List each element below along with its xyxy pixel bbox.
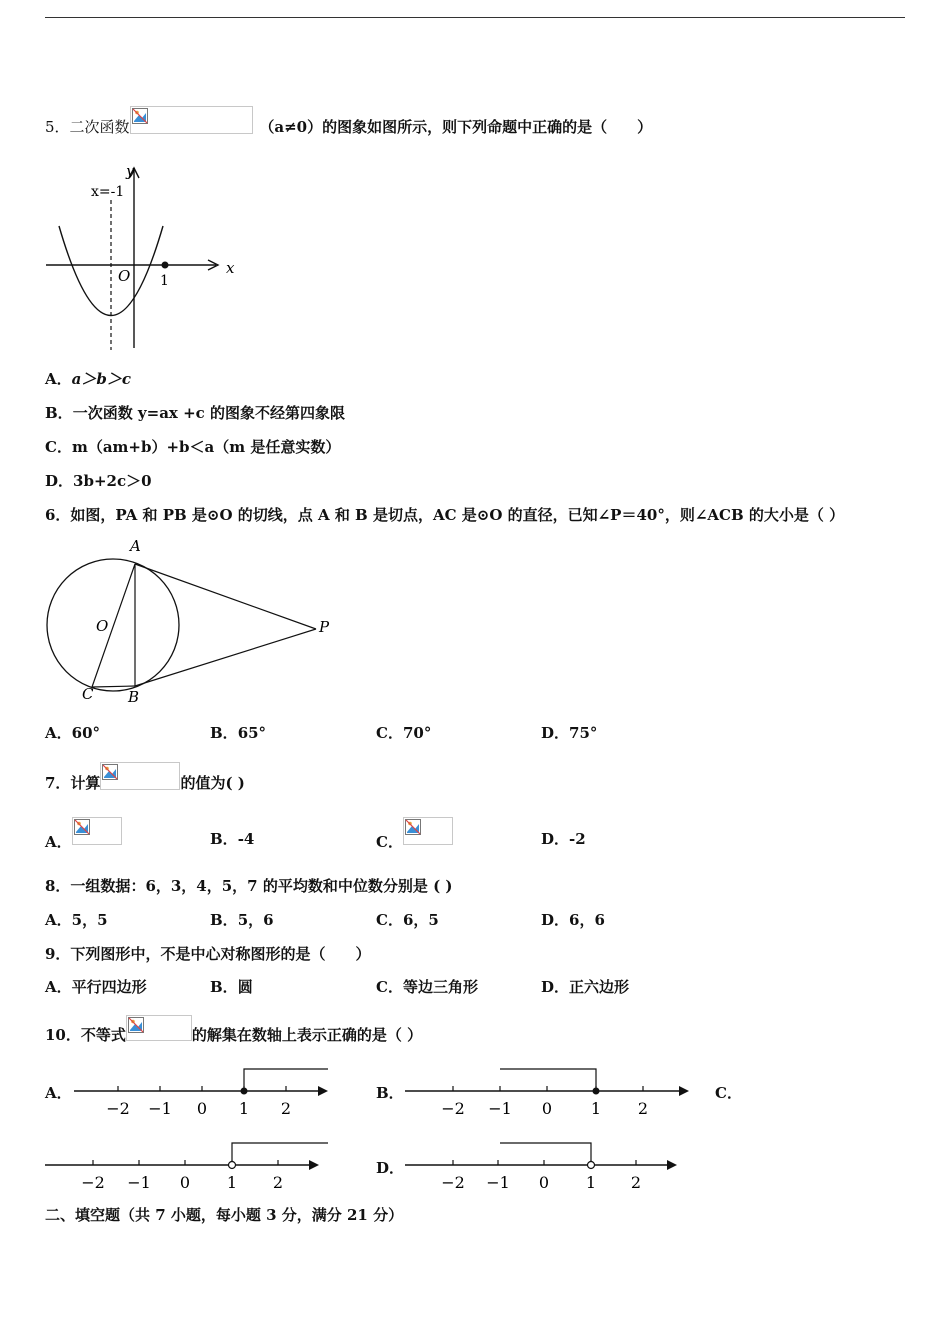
q5-option-d[interactable] (45, 471, 152, 491)
option-key: B． (210, 978, 238, 996)
q9-option-b[interactable] (210, 977, 253, 997)
q7-formula-image (100, 762, 180, 790)
option-text: m（am+b）+b＜a（m 是任意实数） (71, 438, 341, 456)
broken-image-icon (74, 819, 90, 835)
q5-formula-image (130, 106, 253, 134)
option-text: 平行四边形 (71, 978, 147, 996)
q10-option-b-key[interactable]: B． (376, 1084, 404, 1102)
q10-stem (45, 1023, 422, 1049)
q8-option-a[interactable] (45, 910, 108, 930)
tick-label: 0 (538, 1173, 550, 1192)
tick-label: 2 (630, 1173, 642, 1192)
option-key: B． (45, 404, 73, 422)
broken-image-icon (128, 1017, 144, 1033)
q7-option-b[interactable] (210, 829, 254, 849)
option-key: A． (45, 724, 72, 742)
tick-label: −2 (441, 1099, 465, 1118)
option-text: 圆 (237, 978, 253, 996)
option-key: B． (210, 830, 238, 848)
tick-label: −1 (148, 1099, 172, 1118)
q5-point-label: 1 (160, 273, 169, 289)
broken-image-icon (405, 819, 421, 835)
option-text: 6，6 (569, 911, 605, 929)
option-text: 3b+2c＞0 (73, 472, 152, 490)
q9-option-d[interactable] (541, 977, 629, 997)
q6-point-a-label: A (130, 537, 141, 555)
option-key: C． (376, 978, 403, 996)
q5-y-axis-label: y (126, 162, 135, 180)
q10-formula-image (126, 1015, 192, 1041)
option-key: A． (45, 978, 72, 996)
tick-label: −1 (488, 1099, 512, 1118)
option-text: 6，5 (402, 911, 439, 929)
option-key: A． (45, 370, 72, 388)
q6-point-p-label: P (319, 618, 330, 636)
q7-option-a[interactable] (45, 829, 122, 857)
q6-option-a[interactable] (45, 723, 100, 743)
option-key: C． (45, 438, 72, 456)
option-text: -2 (569, 830, 586, 848)
option-text: -4 (237, 830, 255, 848)
q7-option-c[interactable] (376, 829, 453, 857)
q10-stem-pre: 10．不等式 (45, 1026, 126, 1044)
q5-stem-pre: 二次函数 (69, 118, 130, 136)
q7-option-d[interactable] (541, 829, 586, 849)
q6-point-c-label: C (82, 685, 94, 703)
q10-stem-post: 的解集在数轴上表示正确的是（ ） (191, 1026, 423, 1044)
section-2-title: 二、填空题（共 7 小题，每小题 3 分，满分 21 分） (45, 1206, 404, 1224)
tick-label: −2 (441, 1173, 465, 1192)
tick-label: −1 (127, 1173, 151, 1192)
q6-center-o-label: O (96, 617, 109, 635)
q6-stem: 6．如图，PA 和 PB 是⊙O 的切线，点 A 和 B 是切点，AC 是⊙O 的直径，已知∠P＝40°，则∠ACB 的大小是（ ） (45, 506, 845, 524)
option-text: 5，5 (71, 911, 108, 929)
q6-option-b[interactable] (210, 723, 266, 743)
q7-option-a-image (72, 817, 122, 845)
q8-option-b[interactable] (210, 910, 274, 930)
tick-label: 1 (585, 1173, 597, 1192)
option-text: 5，6 (237, 911, 274, 929)
q8-stem: 8．一组数据：6，3，4，5，7 的平均数和中位数分别是 ( ) (45, 877, 453, 895)
tick-label: 0 (196, 1099, 208, 1118)
option-key: D． (541, 978, 570, 996)
option-text: 65° (237, 724, 267, 742)
tick-label: 1 (226, 1173, 238, 1192)
option-key: D． (45, 472, 74, 490)
q10-number-line-c (43, 1136, 333, 1196)
q10-number-line-d (403, 1136, 685, 1196)
option-key: C． (376, 833, 403, 851)
option-key: D． (541, 724, 570, 742)
option-key: A． (45, 911, 72, 929)
option-key: B． (210, 724, 238, 742)
option-text: 75° (569, 724, 598, 742)
tick-label: −2 (81, 1173, 105, 1192)
tick-label: −1 (486, 1173, 510, 1192)
q8-option-d[interactable] (541, 910, 605, 930)
q6-circle-tangent-figure (40, 535, 350, 710)
q5-option-b[interactable] (45, 403, 345, 423)
option-text: 60° (71, 724, 101, 742)
tick-label: 0 (179, 1173, 191, 1192)
option-key: D． (541, 830, 570, 848)
q6-point-b-label: B (128, 688, 140, 706)
q10-option-a-key[interactable]: A． (45, 1084, 72, 1102)
q10-number-line-b (403, 1062, 695, 1122)
q10-option-d-key[interactable]: D． (376, 1159, 405, 1177)
q5-parabola-graph (40, 160, 250, 355)
tick-label: 2 (280, 1099, 292, 1118)
broken-image-icon (102, 764, 118, 780)
option-text: a＞b＞c (71, 370, 131, 388)
option-key: C． (376, 724, 403, 742)
tick-label: 1 (590, 1099, 602, 1118)
top-rule (45, 17, 905, 18)
broken-image-icon (132, 108, 148, 124)
q5-x-axis-label: x (226, 259, 235, 277)
q7-option-c-image (403, 817, 453, 845)
tick-label: 2 (637, 1099, 649, 1118)
q9-stem: 9．下列图形中，不是中心对称图形的是（ ） (45, 945, 371, 963)
q7-stem-post: 的值为( ) (180, 774, 245, 792)
q6-option-c[interactable] (376, 723, 431, 743)
q5-origin-label: O (118, 267, 131, 285)
q5-option-a[interactable] (45, 369, 131, 389)
option-key: C． (376, 911, 403, 929)
tick-label: 1 (238, 1099, 250, 1118)
q5-stem-condition: （a≠0）的图象如图所示，则下列命题中正确的是（ ） (259, 118, 653, 136)
q5-symmetry-axis-label: x=-1 (91, 184, 125, 200)
q10-option-c-key[interactable]: C． (715, 1084, 742, 1102)
option-key: D． (541, 911, 570, 929)
tick-label: −2 (106, 1099, 130, 1118)
q5-number: 5． (45, 118, 70, 136)
option-text: 等边三角形 (402, 978, 478, 996)
option-text: 正六边形 (569, 978, 630, 996)
option-text: 70° (402, 724, 432, 742)
q5-stem (45, 114, 652, 142)
q8-option-c[interactable] (376, 910, 439, 930)
q9-option-a[interactable] (45, 977, 147, 997)
q10-number-line-a (70, 1062, 332, 1122)
q5-option-c[interactable] (45, 437, 340, 457)
q7-stem-pre: 7．计算 (45, 774, 101, 792)
option-text: 一次函数 y=ax +c 的图象不经第四象限 (72, 404, 346, 422)
option-key: A． (45, 833, 72, 851)
q7-stem (45, 770, 245, 798)
tick-label: 0 (541, 1099, 553, 1118)
tick-label: 2 (272, 1173, 284, 1192)
option-key: B． (210, 911, 238, 929)
q6-option-d[interactable] (541, 723, 597, 743)
q9-option-c[interactable] (376, 977, 478, 997)
